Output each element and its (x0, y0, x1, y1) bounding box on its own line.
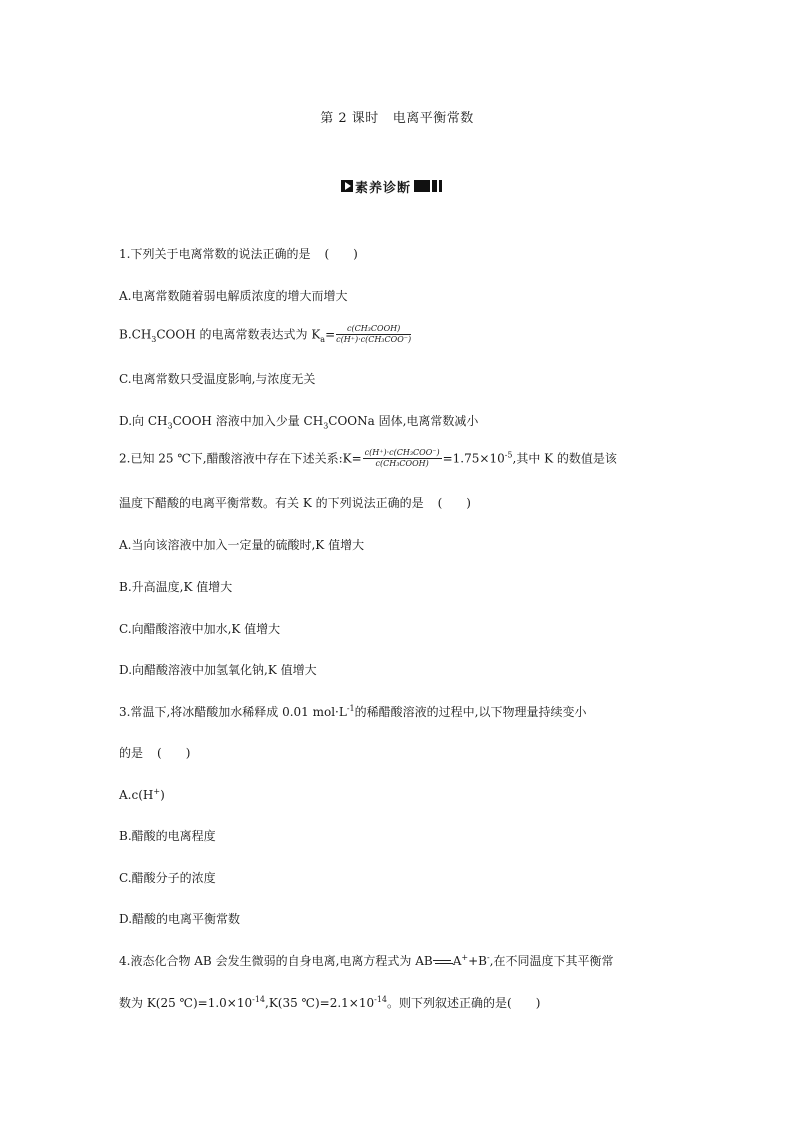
bars-decoration-icon (414, 180, 442, 192)
q2-stem-line1: 2.已知 25 ℃下,醋酸溶液中存在下述关系:K= $\frac{\text{c(H⁺)·c(CH₃COO⁻)}}{\text{c(CH₃COOH)}}$ $=1.75\times 10^{-5}$,其中 K 的数值是该 (119, 448, 617, 469)
q3-stem-line1: 3.常温下,将冰醋酸加水稀释成 0.01 $mol\cdot L^{-1}$的稀醋酸溶液的过程中,以下物理量持续变小 (119, 704, 587, 719)
page-title (0, 107, 794, 126)
lesson-topic: 电离平衡常数 (392, 111, 474, 126)
q3-option-b: B.醋酸的电离程度 (119, 829, 216, 843)
q3-option-a: A.c(H+) (119, 787, 165, 802)
q1-stem: 1.下列关于电离常数的说法正确的是 ( ) (119, 247, 358, 261)
q3-option-d: D.醋酸的电离平衡常数 (119, 912, 241, 926)
section-banner (341, 178, 442, 194)
q2-answer-blank: ( ) (437, 496, 471, 510)
q1-option-b: $B.CH_3COOH$ 的电离常数表达式为 $K_a=$ $\frac{\text{c(CH₃COOH)}}{\text{c(H⁺)·c(CH₃COO⁻)}}$ (119, 324, 412, 345)
q3-answer-blank: ( ) (157, 746, 191, 760)
q3-option-c: C.醋酸分子的浓度 (119, 871, 216, 885)
q1-answer-blank: ( ) (324, 247, 358, 261)
q1-option-c: C.电离常数只受温度影响,与浓度无关 (119, 372, 316, 386)
q2-fraction: $\frac{\text{c(H⁺)·c(CH₃COO⁻)}}{\text{c(CH₃COOH)}}$ (364, 448, 440, 469)
q4-stem-line2: 数为 K(25 $℃)=1.0\times 10^{-14},K(35$ $℃)=2.1\times 10^{-14}$。则下列叙述正确的是( ) (119, 995, 541, 1010)
play-icon (341, 180, 353, 192)
q2-option-c: C.向醋酸溶液中加水,K 值增大 (119, 622, 281, 636)
q2-option-d: D.向醋酸溶液中加氢氧化钠,K 值增大 (119, 663, 317, 677)
q1-b-fraction: $\frac{\text{c(CH₃COOH)}}{\text{c(H⁺)·c(CH₃COO⁻)}}$ (336, 324, 412, 345)
q2-stem-line2: 温度下醋酸的电离平衡常数。有关 K 的下列说法正确的是 ( ) (119, 496, 471, 510)
q1-option-d: D.向 $CH_3COOH$ 溶液中加入少量 $CH_3COONa$ 固体,电离常数减小 (119, 414, 479, 431)
banner-label: 素养诊断 (355, 180, 412, 196)
q1-option-a: A.电离常数随着弱电解质浓度的增大而增大 (119, 289, 348, 303)
q2-option-a: A.当向该溶液中加入一定量的硫酸时,K 值增大 (119, 538, 365, 552)
q2-option-b: B.升高温度,K 值增大 (119, 580, 233, 594)
lesson-number: 第 2 课时 (320, 111, 379, 126)
q4-stem-line1: 4.液态化合物 AB 会发生微弱的自身电离,电离方程式为 AB A++B-,在不同温度下其平衡常 (119, 953, 614, 968)
q3-stem-line2: 的是 ( ) (119, 746, 191, 760)
equilibrium-arrow-icon (433, 958, 453, 966)
